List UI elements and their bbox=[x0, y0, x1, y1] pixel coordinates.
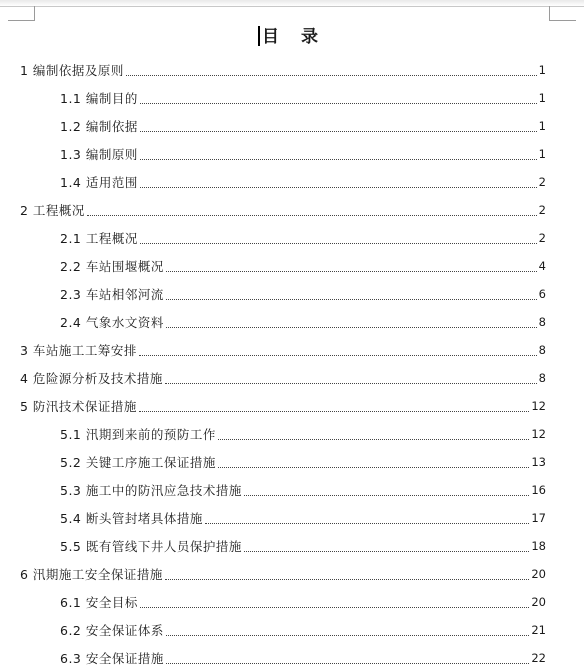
toc-dot-leader bbox=[165, 382, 537, 384]
page-top-edge bbox=[0, 0, 584, 7]
toc-entry-label: 3 车站施工工筹安排 bbox=[20, 343, 137, 358]
toc-entry-page-number: 8 bbox=[538, 315, 546, 329]
toc-entry-page-number: 12 bbox=[531, 427, 546, 441]
toc-dot-leader bbox=[140, 102, 537, 104]
toc-entry[interactable] bbox=[60, 308, 546, 336]
toc-entry-page-number: 1 bbox=[538, 119, 546, 133]
toc-entry-label: 1.2 编制依据 bbox=[60, 119, 138, 134]
toc-entry-page-number: 17 bbox=[531, 511, 546, 525]
toc-entry-page-number: 1 bbox=[538, 63, 546, 77]
text-cursor bbox=[258, 26, 260, 46]
toc-entry-page-number: 2 bbox=[538, 203, 546, 217]
toc-entry-label: 4 危险源分析及技术措施 bbox=[20, 371, 163, 386]
toc-dot-leader bbox=[166, 662, 530, 664]
toc-entry-label: 2.2 车站围堰概况 bbox=[60, 259, 164, 274]
toc-entry-label: 1.1 编制目的 bbox=[60, 91, 138, 106]
toc-dot-leader bbox=[165, 578, 529, 580]
toc-entry[interactable] bbox=[60, 420, 546, 448]
toc-entry-page-number: 1 bbox=[538, 147, 546, 161]
toc-entry-page-number: 6 bbox=[538, 287, 546, 301]
toc-title-block bbox=[0, 22, 584, 47]
toc-dot-leader bbox=[166, 270, 537, 272]
toc-entry[interactable] bbox=[60, 224, 546, 252]
toc-entry[interactable] bbox=[60, 140, 546, 168]
toc-dot-leader bbox=[218, 438, 530, 440]
toc-dot-leader bbox=[87, 214, 537, 216]
toc-entry-page-number: 22 bbox=[531, 651, 546, 665]
toc-entry[interactable] bbox=[60, 532, 546, 560]
toc-entry[interactable] bbox=[60, 504, 546, 532]
toc-entry-label: 5.2 关键工序施工保证措施 bbox=[60, 455, 216, 470]
toc-entry-label: 1 编制依据及原则 bbox=[20, 63, 124, 78]
toc-dot-leader bbox=[166, 634, 530, 636]
toc-title[interactable]: 目 录 bbox=[262, 27, 326, 47]
toc-dot-leader bbox=[140, 186, 537, 188]
toc-entry-label: 2.3 车站相邻河流 bbox=[60, 287, 164, 302]
toc-entry-label: 2.4 气象水文资料 bbox=[60, 315, 164, 330]
toc-entry-label: 5.4 断头管封堵具体措施 bbox=[60, 511, 203, 526]
toc-entry-label: 6.3 安全保证措施 bbox=[60, 651, 164, 666]
toc-entry-label: 5.3 施工中的防汛应急技术措施 bbox=[60, 483, 242, 498]
toc-entry[interactable] bbox=[60, 644, 546, 672]
toc-entry-label: 5.5 既有管线下井人员保护措施 bbox=[60, 539, 242, 554]
toc-dot-leader bbox=[140, 130, 537, 132]
toc-entry-page-number: 13 bbox=[531, 455, 546, 469]
toc-dot-leader bbox=[166, 298, 537, 300]
toc-entry-label: 6 汛期施工安全保证措施 bbox=[20, 567, 163, 582]
toc-entry-page-number: 2 bbox=[538, 231, 546, 245]
toc-entry-page-number: 8 bbox=[538, 343, 546, 357]
toc-entry[interactable] bbox=[60, 476, 546, 504]
toc-entry[interactable] bbox=[60, 588, 546, 616]
toc-dot-leader bbox=[139, 354, 537, 356]
toc-dot-leader bbox=[140, 158, 537, 160]
toc-entry-page-number: 2 bbox=[538, 175, 546, 189]
toc-entry[interactable] bbox=[60, 168, 546, 196]
toc-entry-label: 2.1 工程概况 bbox=[60, 231, 138, 246]
toc-entry-page-number: 18 bbox=[531, 539, 546, 553]
toc-entry-label: 6.2 安全保证体系 bbox=[60, 623, 164, 638]
toc-entry-label: 1.4 适用范围 bbox=[60, 175, 138, 190]
toc-dot-leader bbox=[218, 466, 530, 468]
toc-dot-leader bbox=[166, 326, 537, 328]
toc-entry[interactable] bbox=[60, 280, 546, 308]
toc-entry-label: 5.1 汛期到来前的预防工作 bbox=[60, 427, 216, 442]
toc-entry[interactable] bbox=[60, 252, 546, 280]
toc-entry-page-number: 8 bbox=[538, 371, 546, 385]
toc-entry-page-number: 16 bbox=[531, 483, 546, 497]
toc-entry-label: 6.1 安全目标 bbox=[60, 595, 138, 610]
margin-corner-mark-left bbox=[8, 6, 35, 21]
toc-entry[interactable] bbox=[60, 84, 546, 112]
toc-entry-label: 5 防汛技术保证措施 bbox=[20, 399, 137, 414]
toc-dot-leader bbox=[244, 550, 530, 552]
toc-entry[interactable] bbox=[20, 364, 546, 392]
margin-corner-mark-right bbox=[549, 6, 576, 21]
toc-dot-leader bbox=[139, 410, 529, 412]
toc-dot-leader bbox=[244, 494, 530, 496]
toc-entry[interactable] bbox=[20, 336, 546, 364]
toc-entry[interactable] bbox=[60, 616, 546, 644]
toc-entry-page-number: 4 bbox=[538, 259, 546, 273]
toc-entry[interactable] bbox=[20, 56, 546, 84]
toc-dot-leader bbox=[126, 74, 537, 76]
toc-dot-leader bbox=[140, 242, 537, 244]
toc-entry[interactable] bbox=[20, 560, 546, 588]
toc-dot-leader bbox=[205, 522, 530, 524]
toc-dot-leader bbox=[140, 606, 530, 608]
toc-entry[interactable] bbox=[20, 196, 546, 224]
toc-entry-label: 1.3 编制原则 bbox=[60, 147, 138, 162]
toc-entry[interactable] bbox=[60, 112, 546, 140]
toc-entry-page-number: 20 bbox=[531, 595, 546, 609]
toc-entry-page-number: 12 bbox=[531, 399, 546, 413]
toc-entry[interactable] bbox=[60, 448, 546, 476]
toc-entry-page-number: 1 bbox=[538, 91, 546, 105]
toc-entry-page-number: 21 bbox=[531, 623, 546, 637]
toc-entry[interactable] bbox=[20, 392, 546, 420]
toc-entry-page-number: 20 bbox=[531, 567, 546, 581]
toc-entry-label: 2 工程概况 bbox=[20, 203, 85, 218]
